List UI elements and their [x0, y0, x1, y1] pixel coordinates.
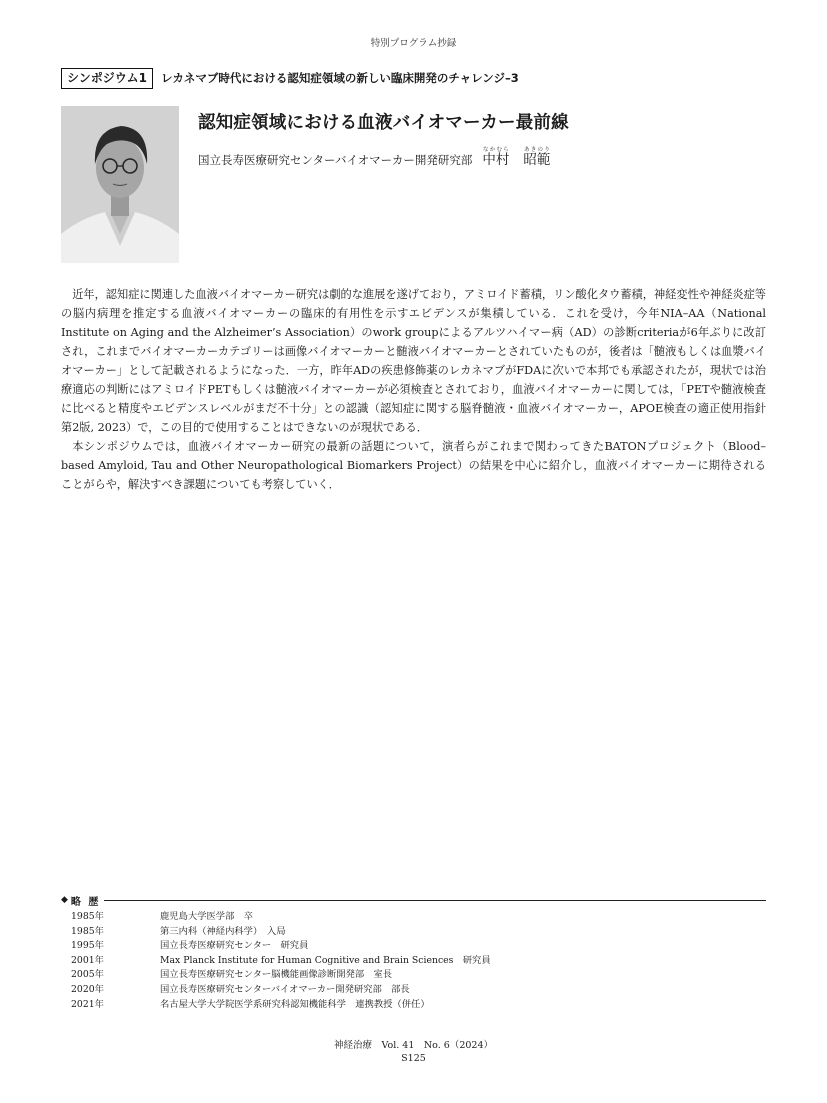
- biography-list: [61, 910, 766, 1012]
- biography-heading: [61, 892, 766, 908]
- biography-year: 2001年: [71, 954, 104, 966]
- biography-entry: [61, 910, 766, 925]
- footer-journal-citation: 神経治療 Vol. 41 No. 6（2024）: [334, 1040, 493, 1051]
- biography-description: 第三内科（神経内科学） 入局: [160, 925, 286, 937]
- biography-heading-label: 略 歴: [70, 896, 101, 908]
- portrait-image: [61, 106, 179, 263]
- talk-title: 認知症領域における血液バイオマーカー最前線: [198, 113, 569, 133]
- biography-section: [61, 892, 766, 1012]
- footer-page-number: S125: [401, 1053, 426, 1064]
- speaker-name: [482, 147, 550, 168]
- biography-year: 1985年: [71, 911, 104, 922]
- biography-description: 鹿児島大学医学部 卒: [160, 911, 253, 922]
- biography-entry: [61, 998, 766, 1013]
- biography-entry: [61, 939, 766, 954]
- family-name-reading: なかむら: [482, 147, 510, 153]
- abstract-paragraph: 本シンポジウムでは，血液バイオマーカー研究の最新の話題について，演者らがこれまで関わってきたBATONプロジェクト（Blood–based Amyloid, Tau and Other Neuropathological Biomarkers Project）の結果を中心に紹介し，血液バイオマーカーに期待されることがらや，解決すべき課題についても考察していく．: [61, 440, 766, 491]
- biography-year: 1985年: [71, 925, 104, 937]
- biography-description: 国立長寿医療研究センター 研究員: [160, 940, 309, 952]
- speaker-family-name: 中村なかむら: [482, 147, 510, 168]
- biography-description: Max Planck Institute for Human Cognitive and Brain Sciences 研究員: [160, 954, 491, 966]
- biography-year: 1995年: [71, 940, 104, 952]
- biography-entry: [61, 968, 766, 983]
- diamond-bullet-icon: ◆: [61, 895, 68, 905]
- biography-year: 2005年: [71, 969, 104, 981]
- biography-year: 2020年: [71, 983, 104, 995]
- affiliation: 国立長寿医療研究センターバイオマーカー開発研究部: [198, 153, 473, 167]
- abstract-paragraph: 近年，認知症に関連した血液バイオマーカー研究は劇的な進展を遂げており，アミロイド蓄積，リン酸化タウ蓄積，神経変性や神経炎症等の脳内病理を推定する血液バイオマーカーの臨床的有用性を示すエビデンスが集積している．これを受け，今年NIA–AA（National Institute on Aging and the Alzheimer’s Association）のwork groupによるアルツハイマー病（AD）の診断criteriaが6年ぶりに改訂され，これまでバイオマーカーカテゴリーは画像バイオマーカーと髄液バイオマーカーとされていたものが，後者は「髄液もしくは血漿バイオマーカー」として記載されるようになった．一方，昨年ADの疾患修飾薬のレカネマブがFDAに次いで本邦でも承認されたが，現状では治療適応の判断にはアミロイドPETもしくは髄液バイオマーカーが必須検査とされており，血液バイオマーカーに関しては，「PETや髄液検査に比べると精度やエビデンスレベルがまだ不十分」との認識（認知症に関する脳脊髄液・血液バイオマーカー，APOE検査の適正使用指針 第2版, 2023）で，この目的で使用することはできないのが現状である．: [61, 288, 778, 434]
- symposium-title: レカネマブ時代における認知症領域の新しい臨床開発のチャレンジ–3: [160, 71, 519, 85]
- speaker-affiliation-row: [198, 142, 550, 168]
- running-header: 特別プログラム抄録: [370, 38, 457, 49]
- given-name-reading: あきのり: [523, 147, 551, 153]
- biography-description: 名古屋大学大学院医学系研究科認知機能科学 連携教授（併任）: [160, 998, 430, 1010]
- heading-rule: [104, 900, 766, 901]
- speaker-given-name: 昭範あきのり: [523, 147, 551, 168]
- abstract-body: [61, 285, 778, 494]
- biography-entry: [61, 983, 766, 998]
- biography-year: 2021年: [71, 998, 104, 1010]
- biography-description: 国立長寿医療研究センターバイオマーカー開発研究部 部長: [160, 983, 410, 995]
- biography-entry: [61, 954, 766, 969]
- biography-description: 国立長寿医療研究センター脳機能画像診断開発部 室長: [160, 969, 393, 981]
- speaker-portrait-photo: [61, 106, 179, 263]
- biography-entry: [61, 925, 766, 940]
- symposium-heading: [61, 67, 771, 89]
- symposium-label-box: シンポジウム1: [61, 68, 153, 89]
